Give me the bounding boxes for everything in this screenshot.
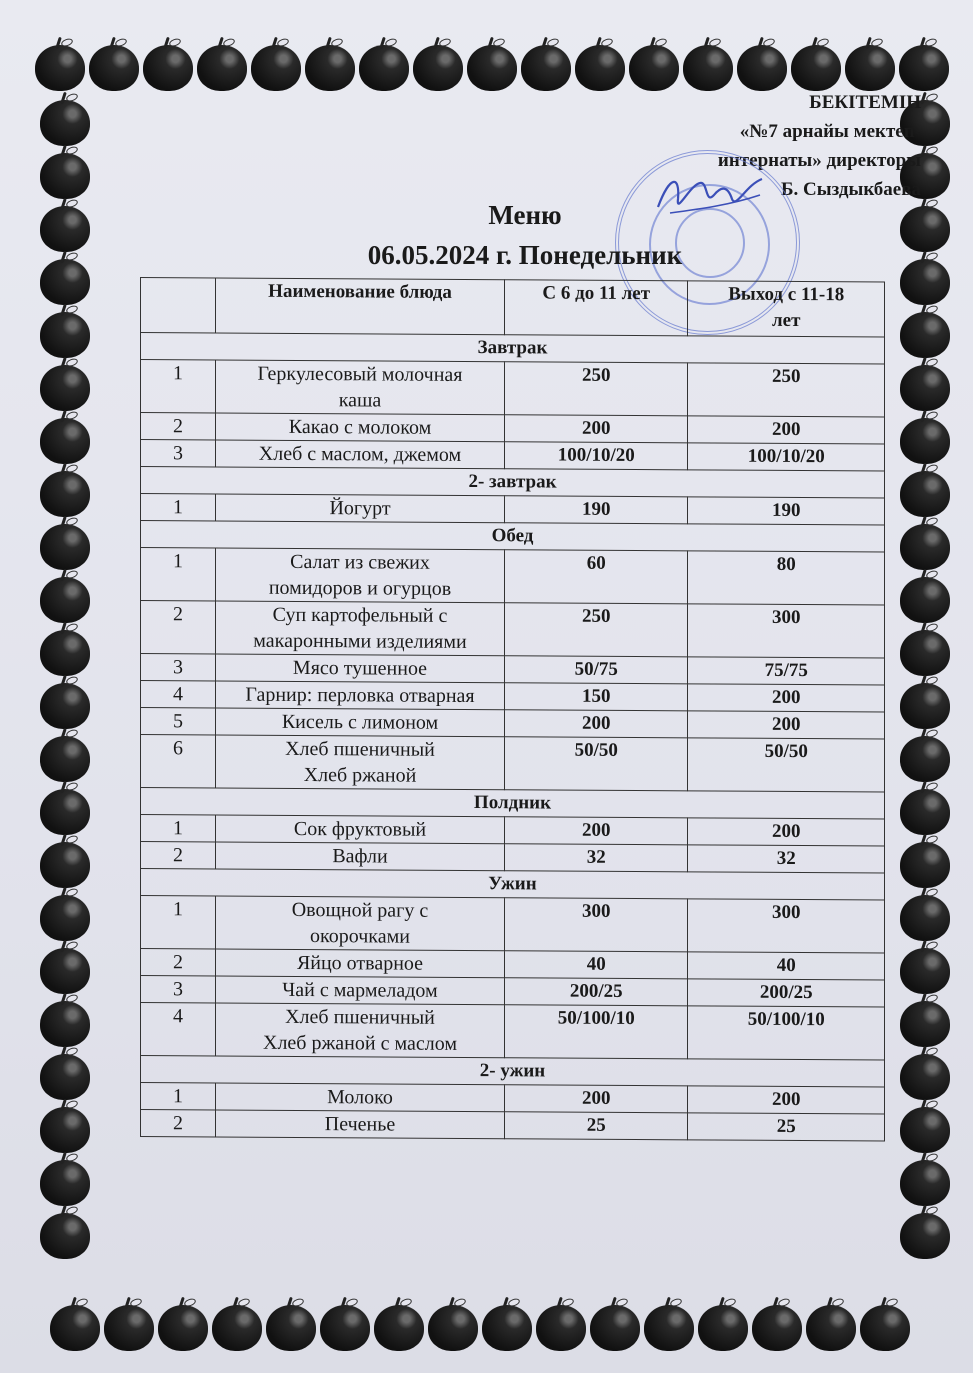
portion-6-11: 200 — [505, 710, 688, 738]
row-number: 3 — [141, 654, 216, 681]
apple-icon — [40, 1054, 90, 1100]
apple-icon — [806, 1305, 856, 1351]
apple-icon — [629, 45, 679, 91]
approval-line-4: Б. Сыздыкбаева — [780, 179, 921, 200]
apple-icon — [320, 1305, 370, 1351]
row-number: 1 — [141, 1083, 216, 1110]
row-number: 6 — [141, 735, 216, 788]
apple-icon — [428, 1305, 478, 1351]
portion-6-11: 60 — [505, 550, 688, 604]
row-number: 3 — [141, 440, 216, 467]
portion-6-11: 32 — [505, 844, 688, 872]
apple-icon — [40, 312, 90, 358]
dish-name: Яйцо отварное — [216, 949, 505, 978]
apple-icon — [752, 1305, 802, 1351]
dish-name: Печенье — [216, 1110, 505, 1139]
apple-icon — [698, 1305, 748, 1351]
apple-icon — [359, 45, 409, 91]
row-number: 1 — [141, 815, 216, 842]
row-number: 1 — [141, 896, 216, 949]
portion-6-11: 200 — [505, 415, 688, 443]
portion-6-11: 50/50 — [505, 737, 688, 791]
row-number: 1 — [141, 548, 216, 601]
apple-icon — [251, 45, 301, 91]
dish-name: Геркулесовый молочная каша — [216, 360, 505, 415]
apple-icon — [900, 365, 950, 411]
apple-icon — [40, 418, 90, 464]
apple-icon — [305, 45, 355, 91]
portion-6-11: 200/25 — [505, 978, 688, 1006]
apple-icon — [40, 948, 90, 994]
header-number — [141, 278, 216, 333]
dish-name: Молоко — [216, 1083, 505, 1112]
apple-icon — [900, 789, 950, 835]
row-number: 2 — [141, 1110, 216, 1137]
portion-11-18: 50/50 — [688, 738, 885, 792]
dish-name: Гарнир: перловка отварная — [216, 681, 505, 710]
approval-line-1: БЕКІТЕМІН — [809, 92, 921, 113]
row-number: 1 — [141, 494, 216, 521]
table-header-row — [141, 278, 885, 338]
menu-title: Меню — [488, 200, 562, 230]
section-title: Завтрак — [141, 333, 885, 365]
row-number: 1 — [141, 360, 216, 413]
portion-11-18: 200 — [688, 1086, 885, 1114]
apple-icon — [40, 895, 90, 941]
apple-icon — [900, 471, 950, 517]
apple-icon — [158, 1305, 208, 1351]
apple-icon — [644, 1305, 694, 1351]
apple-icon — [791, 45, 841, 91]
apple-icon — [900, 630, 950, 676]
portion-6-11: 100/10/20 — [505, 442, 688, 470]
apple-icon — [899, 45, 949, 91]
menu-date: 06.05.2024 г. Понедельник — [367, 240, 683, 270]
table-row — [141, 681, 885, 713]
section-title: Обед — [141, 521, 885, 553]
apple-icon — [900, 1001, 950, 1047]
header-dish: Наименование блюда — [216, 278, 505, 335]
portion-6-11: 200 — [505, 817, 688, 845]
apple-icon — [40, 1160, 90, 1206]
apple-icon — [900, 948, 950, 994]
table-row — [141, 548, 885, 606]
apple-icon — [900, 1160, 950, 1206]
apple-icon — [40, 1107, 90, 1153]
row-number: 4 — [141, 681, 216, 708]
apple-icon — [143, 45, 193, 91]
dish-name: Вафли — [216, 842, 505, 871]
apple-icon — [737, 45, 787, 91]
table-row — [141, 1110, 885, 1142]
menu-body — [141, 333, 885, 1142]
row-number: 2 — [141, 842, 216, 869]
portion-11-18: 200 — [688, 711, 885, 739]
row-number: 2 — [141, 601, 216, 654]
portion-6-11: 50/75 — [505, 656, 688, 684]
apple-icon — [40, 577, 90, 623]
dish-name: Чай с мармеладом — [216, 976, 505, 1005]
section-title: Ужин — [141, 869, 885, 901]
dish-name: Хлеб пшеничный Хлеб ржаной с маслом — [216, 1003, 505, 1058]
row-number: 4 — [141, 1003, 216, 1056]
apple-icon — [40, 1213, 90, 1259]
apple-icon — [900, 683, 950, 729]
table-row — [141, 360, 885, 418]
apple-icon — [50, 1305, 100, 1351]
row-number: 2 — [141, 413, 216, 440]
apple-icon — [197, 45, 247, 91]
header-age-11-18: Выход с 11-18 лет — [688, 281, 885, 337]
apple-icon — [900, 524, 950, 570]
apple-icon — [374, 1305, 424, 1351]
dish-name: Хлеб пшеничный Хлеб ржаной — [216, 735, 505, 790]
approval-line-3: интернаты» директоры — [717, 150, 921, 171]
apple-icon — [40, 1001, 90, 1047]
apple-icon — [900, 736, 950, 782]
apple-icon — [575, 45, 625, 91]
apple-icon — [40, 153, 90, 199]
portion-11-18: 80 — [688, 551, 885, 605]
dish-name: Какао с молоком — [216, 413, 505, 442]
apple-icon — [212, 1305, 262, 1351]
apple-icon — [536, 1305, 586, 1351]
portion-6-11: 150 — [505, 683, 688, 711]
apple-icon — [900, 577, 950, 623]
dish-name: Суп картофельный с макаронными изделиями — [216, 601, 505, 656]
apple-icon — [266, 1305, 316, 1351]
approval-line-2: «№7 арнайы мектеп- — [739, 121, 921, 142]
portion-11-18: 200 — [688, 684, 885, 712]
portion-11-18: 75/75 — [688, 657, 885, 685]
portion-11-18: 32 — [688, 845, 885, 873]
apple-icon — [900, 895, 950, 941]
apple-icon — [89, 45, 139, 91]
header-age-6-11: С 6 до 11 лет — [505, 280, 688, 336]
apple-icon — [40, 842, 90, 888]
apple-icon — [40, 736, 90, 782]
apple-icon — [40, 630, 90, 676]
apple-icon — [683, 45, 733, 91]
apple-icon — [104, 1305, 154, 1351]
apple-icon — [413, 45, 463, 91]
section-title: 2- завтрак — [141, 467, 885, 499]
portion-11-18: 250 — [688, 363, 885, 417]
apple-icon — [40, 683, 90, 729]
apple-icon — [40, 206, 90, 252]
portion-11-18: 25 — [688, 1113, 885, 1141]
table-row — [141, 896, 885, 954]
dish-name: Кисель с лимоном — [216, 708, 505, 737]
portion-11-18: 300 — [688, 899, 885, 953]
portion-11-18: 190 — [688, 497, 885, 525]
apple-icon — [900, 418, 950, 464]
portion-11-18: 200/25 — [688, 979, 885, 1007]
dish-name: Мясо тушенное — [216, 654, 505, 683]
apple-icon — [40, 789, 90, 835]
portion-6-11: 200 — [505, 1085, 688, 1113]
apple-icon — [40, 365, 90, 411]
menu-table — [140, 277, 885, 1142]
portion-6-11: 50/100/10 — [505, 1005, 688, 1059]
portion-6-11: 250 — [505, 362, 688, 416]
portion-6-11: 190 — [505, 496, 688, 524]
portion-6-11: 25 — [505, 1112, 688, 1140]
apple-icon — [860, 1305, 910, 1351]
row-number: 2 — [141, 949, 216, 976]
dish-name: Йогурт — [216, 494, 505, 523]
apple-icon — [40, 100, 90, 146]
dish-name: Хлеб с маслом, джемом — [216, 440, 505, 469]
apple-icon — [845, 45, 895, 91]
dish-name: Сок фруктовый — [216, 815, 505, 844]
apple-icon — [900, 842, 950, 888]
apple-icon — [900, 1213, 950, 1259]
dish-name: Овощной рагу с окорочками — [216, 896, 505, 951]
table-row — [141, 601, 885, 659]
portion-11-18: 50/100/10 — [688, 1006, 885, 1060]
section-title: Полдник — [141, 788, 885, 820]
apple-icon — [521, 45, 571, 91]
apple-icon — [590, 1305, 640, 1351]
apple-icon — [40, 259, 90, 305]
table-row — [141, 735, 885, 793]
portion-6-11: 300 — [505, 898, 688, 952]
apple-icon — [467, 45, 517, 91]
portion-6-11: 250 — [505, 603, 688, 657]
row-number: 3 — [141, 976, 216, 1003]
apple-icon — [900, 1107, 950, 1153]
portion-11-18: 200 — [688, 416, 885, 444]
apple-icon — [35, 45, 85, 91]
portion-11-18: 100/10/20 — [688, 443, 885, 471]
dish-name: Салат из свежих помидоров и огурцов — [216, 548, 505, 603]
portion-11-18: 200 — [688, 818, 885, 846]
apple-icon — [900, 1054, 950, 1100]
portion-11-18: 300 — [688, 604, 885, 658]
apple-icon — [482, 1305, 532, 1351]
portion-11-18: 40 — [688, 952, 885, 980]
portion-6-11: 40 — [505, 951, 688, 979]
apple-icon — [40, 471, 90, 517]
row-number: 5 — [141, 708, 216, 735]
apple-icon — [40, 524, 90, 570]
table-row — [141, 1003, 885, 1061]
section-title: 2- ужин — [141, 1056, 885, 1088]
apple-icon — [900, 312, 950, 358]
